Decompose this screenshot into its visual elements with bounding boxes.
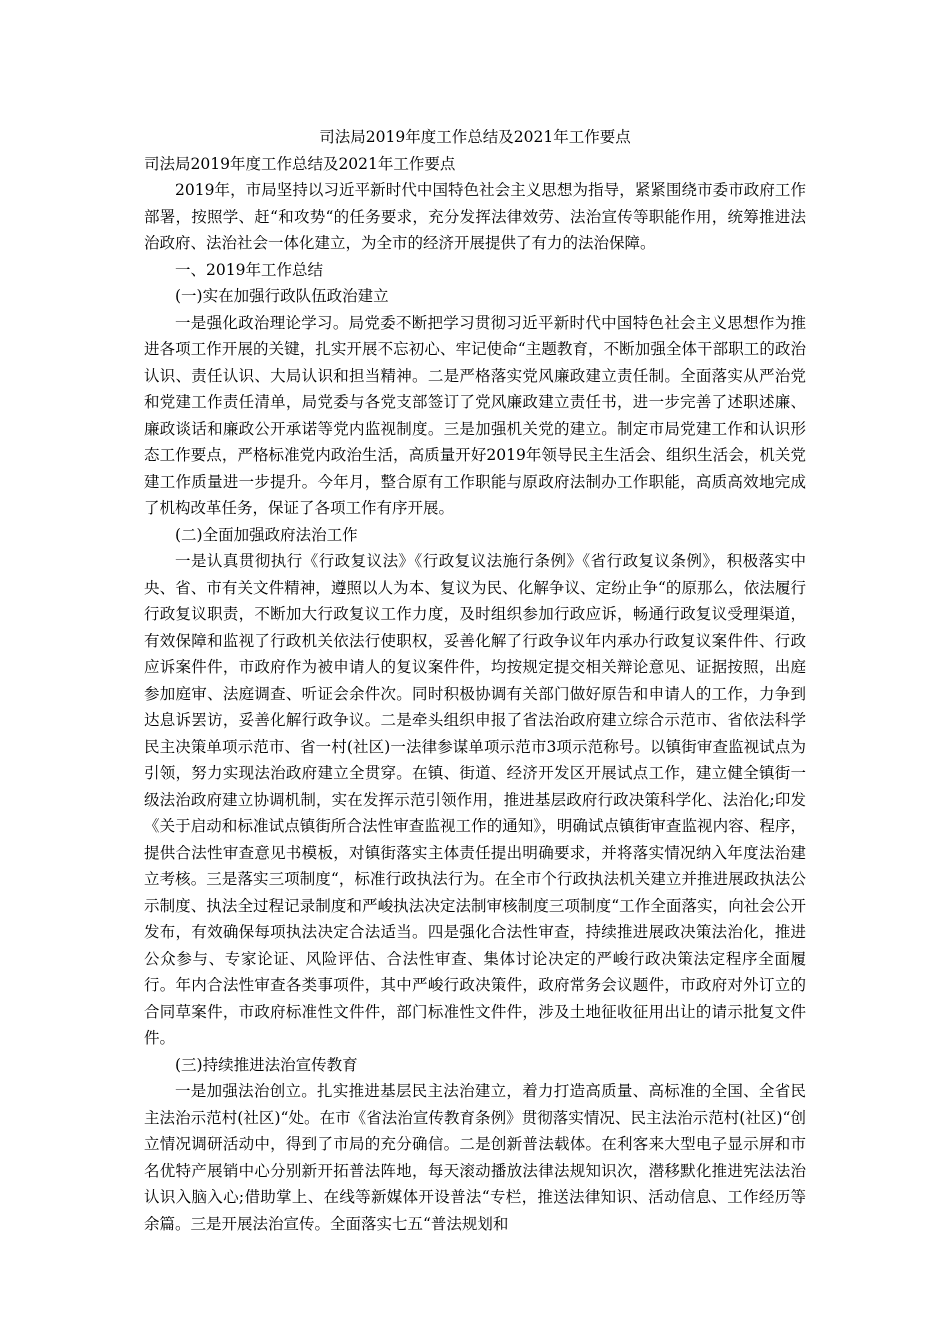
subsection-body-3: 一是加强法治创立。扎实推进基层民主法治建立，着力打造高质量、高标准的全国、全省民主法治示范村(社区)“处。在市《省法治宣传教育条例》贯彻落实情况、民主法治示范村(社区)“创立情况调研活动中，得到了市局的充分确信。二是创新普法载体。在利客来大型电子显示屏和市名优特产展销中心分别新开拓普法阵地，每天滚动播放法律法规知识次，潜移默化推进宪法法治认识入脑入心;借助掌上、在线等新媒体开设普法“专栏，推送法律知识、活动信息、工作经历等余篇。三是开展法治宣传。全面落实七五“普法规划和 xyxy=(144,1082,806,1233)
section-heading-summary: 一、2019年工作总结 xyxy=(175,260,323,279)
subsection-heading-3: (三)持续推进法治宣传教育 xyxy=(175,1055,358,1074)
document-title: 司法局2019年度工作总结及2021年工作要点 xyxy=(319,128,631,146)
subsection-body-1: 一是强化政治理论学习。局党委不断把学习贯彻习近平新时代中国特色社会主义思想作为推进各项工作开展的关键，扎实开展不忘初心、牢记使命“主题教育，不断加强全体干部职工的政治认识、责任认识、大局认识和担当精神。二是严格落实党风廉政建立责任制。全面落实从严治党和党建工作责任清单，局党委与各党支部签订了党风廉政建立责任书，进一步完善了述职述廉、廉政谈话和廉政公开承诺等党内监视制度。三是加强机关党的建立。制定市局党建工作和认识形态工作要点，严格标准党内政治生活，高质量开好2019年领导民主生活会、组织生活会，机关党建工作质量进一步提升。今年月，整合原有工作职能与原政府法制办工作职能，高质高效地完成了机构改革任务，保证了各项工作有序开展。 xyxy=(144,313,806,517)
subsection-heading-2: (二)全面加强政府法治工作 xyxy=(175,525,358,544)
subsection-body-2: 一是认真贯彻执行《行政复议法》《行政复议法施行条例》《省行政复议条例》，积极落实中央、省、市有关文件精神，遵照以人为本、复议为民、化解争议、定纷止争“的原那么，依法履行行政复议职责，不断加大行政复议工作力度，及时组织参加行政应诉，畅通行政复议受理渠道，有效保障和监视了行政机关依法行使职权，妥善化解了行政争议年内承办行政复议案件件、行政应诉案件件，市政府作为被申请人的复议案件件，均按规定提交相关辩论意见、证据按照，出庭参加庭审、法庭调查、听证会余件次。同时积极协调有关部门做好原告和申请人的工作，力争到达息诉罢访，妥善化解行政争议。二是牵头组织申报了省法治政府建立综合示范市、省依法科学民主决策单项示范市、省一村(社区)一法律参谋单项示范市3项示范称号。以镇街审查监视试点为引领，努力实现法治政府建立全贯穿。在镇、街道、经济开发区开展试点工作，建立健全镇街一级法治政府建立协调机制，实在发挥示范引领作用，推进基层政府行政决策科学化、法治化;印发《关于启动和标准试点镇街所合法性审查监视工作的通知》，明确试点镇街审查监视内容、程序，提供合法性审查意见书模板，对镇街落实主体责任提出明确要求，并将落实情况纳入年度法治建立考核。三是落实三项制度“，标准行政执法行为。在全市个行政执法机关建立并推进展政执法公示制度、执法全过程记录制度和严峻执法决定法制审核制度三项制度“工作全面落实，向社会公开发布，有效确保每项执法决定合法适当。四是强化合法性审查，持续推进展政决策法治化，推进公众参与、专家论证、风险评估、合法性审查、集体讨论决定的严峻行政决策法定程序全面履行。年内合法性审查各类事项件，其中严峻行政决策件，政府常务会议题件，市政府对外订立的合同草案件，市政府标准性文件件，部门标准性文件件，涉及土地征收征用出让的请示批复文件件。 xyxy=(144,552,806,1047)
intro-paragraph: 2019年，市局坚持以习近平新时代中国特色社会主义思想为指导，紧紧围绕市委市政府工作部署，按照学、赶“和攻势“的任务要求，充分发挥法律效劳、法治宣传等职能作用，统筹推进法治政府、法治社会一体化建立，为全市的经济开展提供了有力的法治保障。 xyxy=(144,181,806,252)
document-subtitle: 司法局2019年度工作总结及2021年工作要点 xyxy=(144,154,456,173)
subsection-heading-1: (一)实在加强行政队伍政治建立 xyxy=(175,287,389,305)
document-page xyxy=(144,124,806,1237)
